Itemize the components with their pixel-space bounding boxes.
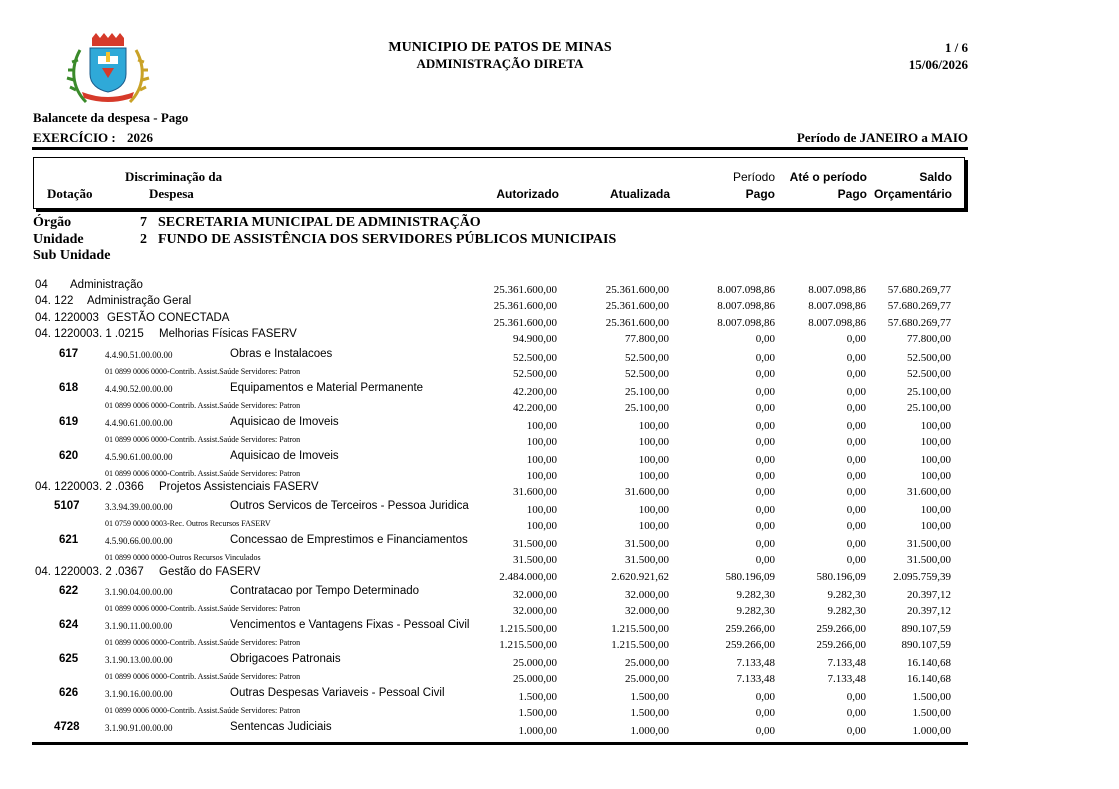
group-name: Projetos Assistenciais FASERV xyxy=(159,481,319,493)
item-source-value-col3: 0,00 xyxy=(755,436,775,448)
item-source-value-col1: 1.215.500,00 xyxy=(499,639,557,651)
item-description: Outras Despesas Variaveis - Pessoal Civil xyxy=(230,687,445,699)
item-description: Aquisicao de Imoveis xyxy=(230,416,339,428)
item-id: 619 xyxy=(59,416,79,428)
group-name: Melhorias Físicas FASERV xyxy=(159,328,297,340)
unidade-code: 2 xyxy=(140,232,147,247)
group-code: 04. 1220003 xyxy=(35,312,99,324)
administration-subtitle: ADMINISTRAÇÃO DIRETA xyxy=(416,56,584,71)
group-name: Administração Geral xyxy=(87,295,192,307)
item-value-col5: 20.397,12 xyxy=(907,589,951,601)
col-ate-line1: Até o período xyxy=(789,170,867,184)
item-source-value-col3: 0,00 xyxy=(755,368,775,380)
item-code: 4.4.90.51.00.00.00 xyxy=(105,350,173,360)
unidade-label: Unidade xyxy=(33,232,84,247)
item-source-value-col3: 0,00 xyxy=(755,402,775,414)
group-value-col3: 0,00 xyxy=(755,486,775,498)
group-value-col1: 25.361.600,00 xyxy=(493,284,557,296)
group-name: Administração xyxy=(70,279,143,291)
item-description: Outros Servicos de Terceiros - Pessoa Juridica xyxy=(230,500,469,512)
item-source-value-col1: 100,00 xyxy=(526,520,557,532)
item-source-value-col1: 25.000,00 xyxy=(513,673,557,685)
subunidade-label: Sub Unidade xyxy=(33,248,111,263)
group-value-col4: 0,00 xyxy=(846,333,866,345)
item-source-value-col1: 32.000,00 xyxy=(513,605,557,617)
group-code: 04. 122 xyxy=(35,295,74,307)
item-source-value-col5: 31.500,00 xyxy=(907,554,951,566)
group-value-col3: 0,00 xyxy=(755,333,775,345)
unidade-name: FUNDO DE ASSISTÊNCIA DOS SERVIDORES PÚBLICOS MUNICIPAIS xyxy=(158,232,617,247)
item-value-col5: 52.500,00 xyxy=(907,352,951,364)
item-code: 3.1.90.91.00.00.00 xyxy=(105,723,173,733)
item-value-col3: 9.282,30 xyxy=(736,589,775,601)
group-value-col1: 31.600,00 xyxy=(513,486,557,498)
item-source-value-col2: 31.500,00 xyxy=(625,554,669,566)
group-value-col3: 8.007.098,86 xyxy=(717,317,775,329)
group-value-col1: 94.900,00 xyxy=(513,333,557,345)
item-source-value-col5: 890.107,59 xyxy=(901,639,951,651)
municipality-title: MUNICIPIO DE PATOS DE MINAS xyxy=(388,40,612,55)
item-description: Vencimentos e Vantagens Fixas - Pessoal Civil xyxy=(230,619,470,631)
col-saldo-line2: Orçamentário xyxy=(873,187,952,201)
item-value-col2: 1.000,00 xyxy=(630,725,669,737)
item-value-col3: 0,00 xyxy=(755,504,775,516)
item-value-col2: 1.215.500,00 xyxy=(611,623,669,635)
item-source: 01 0899 0006 0000-Contrib. Assist.Saúde Servidores: Patron xyxy=(105,367,301,376)
item-source-value-col5: 100,00 xyxy=(920,436,951,448)
exercise-year: 2026 xyxy=(126,130,153,145)
item-source-value-col2: 32.000,00 xyxy=(625,605,669,617)
item-code: 4.5.90.61.00.00.00 xyxy=(105,452,173,462)
item-value-col1: 100,00 xyxy=(526,420,557,432)
item-value-col3: 0,00 xyxy=(755,725,775,737)
col-periodo-line2: Pago xyxy=(745,187,775,201)
item-id: 626 xyxy=(59,687,79,699)
item-source-value-col3: 259.266,00 xyxy=(725,639,775,651)
item-description: Sentencas Judiciais xyxy=(230,721,332,733)
item-id: 621 xyxy=(59,534,79,546)
item-value-col3: 0,00 xyxy=(755,420,775,432)
item-source-value-col2: 1.215.500,00 xyxy=(611,639,669,651)
col-saldo-line1: Saldo xyxy=(919,170,952,184)
item-code: 3.3.94.39.00.00.00 xyxy=(105,502,173,512)
item-source: 01 0899 0006 0000-Contrib. Assist.Saúde Servidores: Patron xyxy=(105,469,301,478)
item-value-col5: 100,00 xyxy=(920,420,951,432)
item-value-col4: 7.133,48 xyxy=(827,657,866,669)
group-value-col1: 25.361.600,00 xyxy=(493,317,557,329)
item-source-value-col5: 20.397,12 xyxy=(907,605,951,617)
group-value-col2: 25.361.600,00 xyxy=(605,317,669,329)
group-code: 04. 1220003. 2 .0367 xyxy=(35,566,144,578)
footer-divider xyxy=(32,742,968,745)
page-number: 1 / 6 xyxy=(944,40,968,55)
group-value-col2: 25.361.600,00 xyxy=(605,284,669,296)
item-code: 4.4.90.61.00.00.00 xyxy=(105,418,173,428)
group-value-col4: 8.007.098,86 xyxy=(808,284,866,296)
item-source: 01 0899 0006 0000-Contrib. Assist.Saúde Servidores: Patron xyxy=(105,401,301,410)
item-description: Contratacao por Tempo Determinado xyxy=(230,585,420,597)
item-value-col3: 0,00 xyxy=(755,691,775,703)
item-description: Obrigacoes Patronais xyxy=(230,653,341,665)
report-date: 15/06/2026 xyxy=(908,57,968,72)
item-source-value-col4: 259.266,00 xyxy=(816,639,866,651)
orgao-label: Órgão xyxy=(33,215,72,230)
item-value-col4: 259.266,00 xyxy=(816,623,866,635)
item-value-col4: 0,00 xyxy=(846,454,866,466)
item-value-col1: 1.000,00 xyxy=(518,725,557,737)
item-source: 01 0899 0006 0000-Contrib. Assist.Saúde Servidores: Patron xyxy=(105,672,301,681)
item-source: 01 0899 0006 0000-Contrib. Assist.Saúde Servidores: Patron xyxy=(105,604,301,613)
item-value-col2: 1.500,00 xyxy=(630,691,669,703)
item-value-col2: 100,00 xyxy=(638,454,669,466)
group-value-col5: 2.095.759,39 xyxy=(893,571,951,583)
col-ate-line2: Pago xyxy=(837,187,867,201)
item-id: 625 xyxy=(59,653,79,665)
group-code: 04 xyxy=(35,279,48,291)
item-id: 618 xyxy=(59,382,79,394)
group-value-col4: 8.007.098,86 xyxy=(808,317,866,329)
item-value-col1: 42.200,00 xyxy=(513,386,557,398)
item-source-value-col1: 42.200,00 xyxy=(513,402,557,414)
item-source-value-col3: 0,00 xyxy=(755,707,775,719)
item-source-value-col4: 0,00 xyxy=(846,470,866,482)
item-description: Equipamentos e Material Permanente xyxy=(230,382,424,394)
item-source: 01 0899 0006 0000-Contrib. Assist.Saúde Servidores: Patron xyxy=(105,706,301,715)
item-value-col5: 100,00 xyxy=(920,504,951,516)
item-value-col2: 32.000,00 xyxy=(625,589,669,601)
item-value-col2: 31.500,00 xyxy=(625,538,669,550)
group-value-col5: 57.680.269,77 xyxy=(887,284,951,296)
group-value-col2: 2.620.921,62 xyxy=(611,571,669,583)
item-value-col1: 100,00 xyxy=(526,454,557,466)
item-source-value-col4: 0,00 xyxy=(846,402,866,414)
item-code: 3.1.90.16.00.00.00 xyxy=(105,689,173,699)
item-source-value-col5: 25.100,00 xyxy=(907,402,951,414)
col-discriminacao-line2: Despesa xyxy=(149,186,194,201)
item-source-value-col2: 100,00 xyxy=(638,436,669,448)
group-value-col4: 580.196,09 xyxy=(816,571,866,583)
orgao-name: SECRETARIA MUNICIPAL DE ADMINISTRAÇÃO xyxy=(158,215,481,230)
item-value-col1: 32.000,00 xyxy=(513,589,557,601)
item-source-value-col2: 25.100,00 xyxy=(625,402,669,414)
item-source-value-col1: 31.500,00 xyxy=(513,554,557,566)
item-id: 622 xyxy=(59,585,79,597)
item-source-value-col4: 0,00 xyxy=(846,707,866,719)
item-description: Obras e Instalacoes xyxy=(230,348,333,360)
item-source-value-col2: 52.500,00 xyxy=(625,368,669,380)
item-value-col2: 25.000,00 xyxy=(625,657,669,669)
item-source-value-col1: 100,00 xyxy=(526,436,557,448)
orgao-code: 7 xyxy=(140,215,147,230)
column-header-box xyxy=(33,157,965,209)
item-source-value-col4: 0,00 xyxy=(846,368,866,380)
group-value-col1: 2.484.000,00 xyxy=(499,571,557,583)
item-value-col5: 890.107,59 xyxy=(901,623,951,635)
exercise-label xyxy=(33,130,153,146)
item-code: 4.4.90.52.00.00.00 xyxy=(105,384,173,394)
item-description: Concessao de Emprestimos e Financiamentos xyxy=(230,534,468,546)
group-value-col4: 0,00 xyxy=(846,486,866,498)
col-discriminacao-line1: Discriminação da xyxy=(125,169,223,184)
item-source-value-col3: 0,00 xyxy=(755,554,775,566)
item-value-col3: 0,00 xyxy=(755,386,775,398)
item-value-col1: 25.000,00 xyxy=(513,657,557,669)
exercise-label-text: EXERCÍCIO : xyxy=(33,130,116,145)
item-id: 617 xyxy=(59,348,79,360)
item-value-col1: 1.215.500,00 xyxy=(499,623,557,635)
group-code: 04. 1220003. 2 .0366 xyxy=(35,481,144,493)
item-value-col3: 7.133,48 xyxy=(736,657,775,669)
item-source-value-col5: 16.140,68 xyxy=(907,673,951,685)
item-value-col4: 9.282,30 xyxy=(827,589,866,601)
col-atualizada: Atualizada xyxy=(609,187,670,201)
item-code: 3.1.90.11.00.00.00 xyxy=(105,621,173,631)
group-value-col2: 31.600,00 xyxy=(625,486,669,498)
item-source-value-col1: 100,00 xyxy=(526,470,557,482)
item-value-col5: 1.500,00 xyxy=(912,691,951,703)
report-title: Balancete da despesa - Pago xyxy=(33,110,189,125)
item-value-col5: 1.000,00 xyxy=(912,725,951,737)
item-description: Aquisicao de Imoveis xyxy=(230,450,339,462)
item-source-value-col4: 7.133,48 xyxy=(827,673,866,685)
item-source-value-col5: 100,00 xyxy=(920,520,951,532)
item-code: 3.1.90.04.00.00.00 xyxy=(105,587,173,597)
item-source-value-col3: 0,00 xyxy=(755,470,775,482)
item-value-col5: 31.500,00 xyxy=(907,538,951,550)
item-value-col3: 0,00 xyxy=(755,454,775,466)
group-value-col4: 8.007.098,86 xyxy=(808,300,866,312)
item-source-value-col4: 9.282,30 xyxy=(827,605,866,617)
group-name: Gestão do FASERV xyxy=(159,566,261,578)
item-value-col1: 31.500,00 xyxy=(513,538,557,550)
item-source: 01 0759 0000 0003-Rec. Outros Recursos FASERV xyxy=(105,519,271,528)
col-periodo-line1: Período xyxy=(732,170,775,184)
item-id: 4728 xyxy=(54,721,80,733)
group-value-col5: 57.680.269,77 xyxy=(887,300,951,312)
item-code: 3.1.90.13.00.00.00 xyxy=(105,655,173,665)
item-source-value-col4: 0,00 xyxy=(846,520,866,532)
item-value-col2: 25.100,00 xyxy=(625,386,669,398)
item-source: 01 0899 0006 0000-Contrib. Assist.Saúde Servidores: Patron xyxy=(105,435,301,444)
item-source-value-col5: 100,00 xyxy=(920,470,951,482)
item-source-value-col1: 52.500,00 xyxy=(513,368,557,380)
item-value-col3: 0,00 xyxy=(755,538,775,550)
col-dotacao: Dotação xyxy=(47,186,93,201)
item-source-value-col2: 100,00 xyxy=(638,520,669,532)
col-autorizado: Autorizado xyxy=(496,187,559,201)
group-value-col2: 77.800,00 xyxy=(625,333,669,345)
item-value-col4: 0,00 xyxy=(846,420,866,432)
item-source-value-col4: 0,00 xyxy=(846,436,866,448)
item-source-value-col2: 1.500,00 xyxy=(630,707,669,719)
group-value-col3: 8.007.098,86 xyxy=(717,284,775,296)
group-name: GESTÃO CONECTADA xyxy=(107,312,230,324)
item-value-col5: 16.140,68 xyxy=(907,657,951,669)
item-id: 620 xyxy=(59,450,79,462)
item-source-value-col2: 100,00 xyxy=(638,470,669,482)
item-source-value-col3: 7.133,48 xyxy=(736,673,775,685)
item-id: 624 xyxy=(59,619,79,631)
group-code: 04. 1220003. 1 .0215 xyxy=(35,328,144,340)
group-value-col5: 31.600,00 xyxy=(907,486,951,498)
item-source: 01 0899 0000 0000-Outros Recursos Vinculados xyxy=(105,553,261,562)
item-code: 4.5.90.66.00.00.00 xyxy=(105,536,173,546)
item-source-value-col3: 9.282,30 xyxy=(736,605,775,617)
item-value-col4: 0,00 xyxy=(846,352,866,364)
item-value-col1: 100,00 xyxy=(526,504,557,516)
item-value-col4: 0,00 xyxy=(846,386,866,398)
group-value-col3: 580.196,09 xyxy=(725,571,775,583)
item-value-col4: 0,00 xyxy=(846,691,866,703)
item-source-value-col5: 52.500,00 xyxy=(907,368,951,380)
item-source-value-col5: 1.500,00 xyxy=(912,707,951,719)
item-value-col5: 25.100,00 xyxy=(907,386,951,398)
item-source-value-col1: 1.500,00 xyxy=(518,707,557,719)
item-value-col1: 1.500,00 xyxy=(518,691,557,703)
group-value-col3: 8.007.098,86 xyxy=(717,300,775,312)
group-value-col1: 25.361.600,00 xyxy=(493,300,557,312)
item-value-col2: 100,00 xyxy=(638,420,669,432)
item-value-col4: 0,00 xyxy=(846,725,866,737)
item-value-col4: 0,00 xyxy=(846,538,866,550)
group-value-col2: 25.361.600,00 xyxy=(605,300,669,312)
header-divider xyxy=(32,147,968,150)
group-value-col5: 77.800,00 xyxy=(907,333,951,345)
group-value-col5: 57.680.269,77 xyxy=(887,317,951,329)
item-source-value-col4: 0,00 xyxy=(846,554,866,566)
report-period: Período de JANEIRO a MAIO xyxy=(796,130,968,145)
item-value-col2: 100,00 xyxy=(638,504,669,516)
item-value-col5: 100,00 xyxy=(920,454,951,466)
item-value-col1: 52.500,00 xyxy=(513,352,557,364)
item-source-value-col3: 0,00 xyxy=(755,520,775,532)
item-source-value-col2: 25.000,00 xyxy=(625,673,669,685)
item-id: 5107 xyxy=(54,500,80,512)
item-value-col4: 0,00 xyxy=(846,504,866,516)
item-value-col3: 259.266,00 xyxy=(725,623,775,635)
item-value-col2: 52.500,00 xyxy=(625,352,669,364)
item-value-col3: 0,00 xyxy=(755,352,775,364)
item-source: 01 0899 0006 0000-Contrib. Assist.Saúde Servidores: Patron xyxy=(105,638,301,647)
